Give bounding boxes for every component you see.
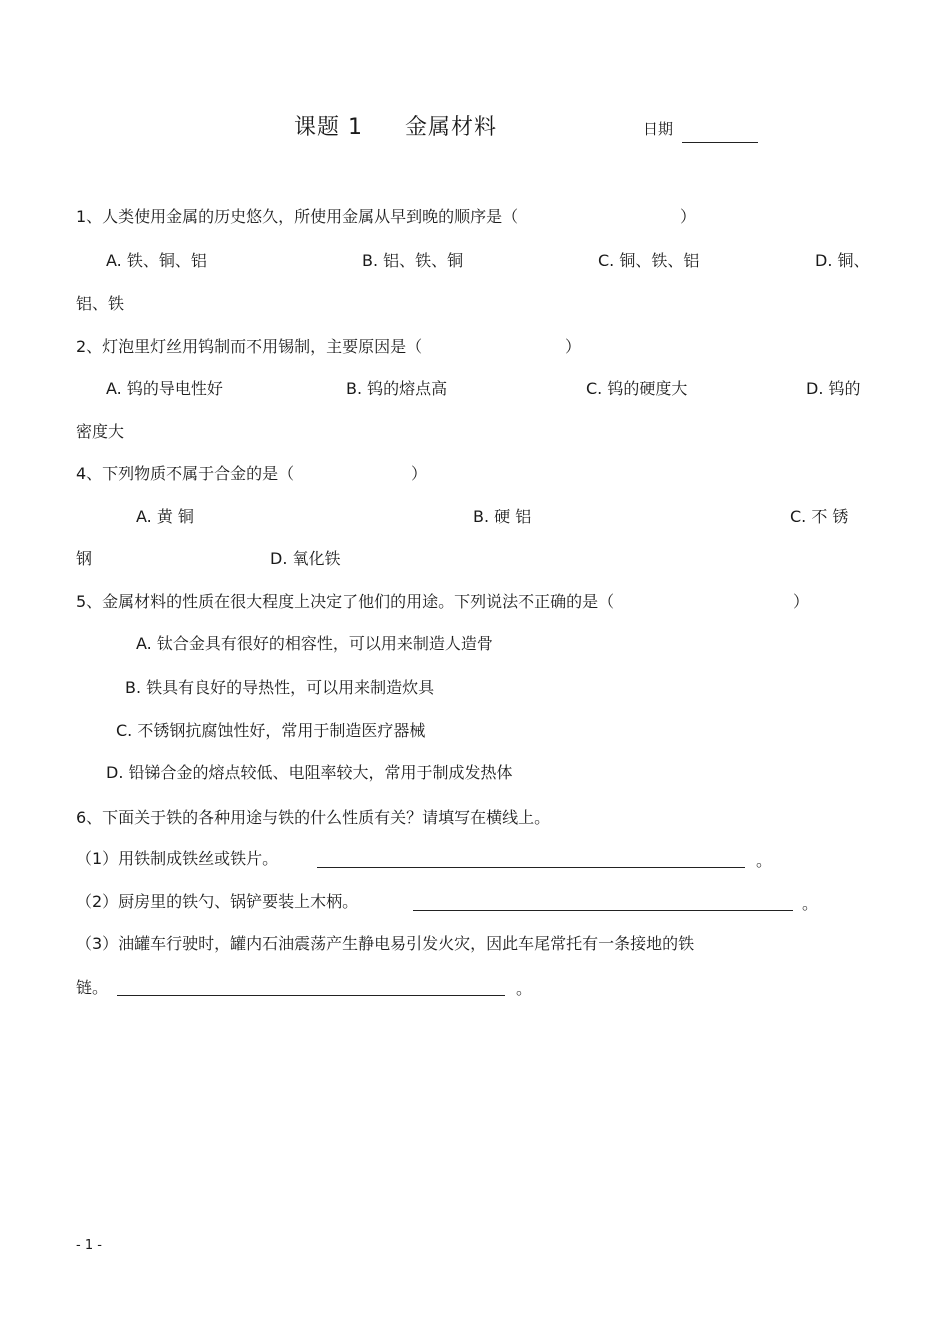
question-5-stem: 5、金属材料的性质在很大程度上决定了他们的用途。下列说法不正确的是（	[76, 592, 615, 611]
question-5-option-a[interactable]: A. 钛合金具有很好的相容性，可以用来制造人造骨	[136, 634, 493, 653]
question-2-stem: 2、灯泡里灯丝用钨制而不用锡制，主要原因是（	[76, 337, 423, 356]
question-2-paren-close: ）	[565, 337, 582, 356]
question-6-item-1-answer-blank[interactable]	[317, 867, 745, 868]
question-6-item-2-period: 。	[802, 894, 819, 913]
question-1-paren-close: ）	[680, 207, 697, 226]
question-6-item-3-cont: 链。	[76, 978, 109, 997]
question-1-stem: 1、人类使用金属的历史悠久，所使用金属从早到晚的顺序是（	[76, 207, 519, 226]
question-1-option-d-cont: 铝、铁	[76, 294, 125, 313]
question-1-option-a[interactable]: A. 铁、铜、铝	[106, 251, 207, 270]
question-6-stem: 6、下面关于铁的各种用途与铁的什么性质有关？请填写在横线上。	[76, 808, 551, 827]
question-5-paren-close: ）	[793, 592, 810, 611]
question-1-option-c[interactable]: C. 铜、铁、铝	[598, 251, 700, 270]
question-6-item-1: （1）用铁制成铁丝或铁片。	[76, 849, 279, 868]
question-6-item-3: （3）油罐车行驶时，罐内石油震荡产生静电易引发火灾，因此车尾常托有一条接地的铁	[76, 934, 695, 953]
question-4-option-c[interactable]: C. 不 锈	[790, 507, 849, 526]
date-label: 日期	[643, 120, 674, 138]
question-2-option-d[interactable]: D. 钨的	[806, 379, 861, 398]
question-6-item-2: （2）厨房里的铁勺、锅铲要装上木柄。	[76, 892, 359, 911]
question-4-option-a[interactable]: A. 黄 铜	[136, 507, 194, 526]
question-4-stem: 4、下列物质不属于合金的是（	[76, 464, 295, 483]
question-5-option-b[interactable]: B. 铁具有良好的导热性，可以用来制造炊具	[125, 678, 435, 697]
page-title: 金属材料	[405, 115, 498, 140]
page-number: - 1 -	[76, 1238, 102, 1253]
question-2-option-b[interactable]: B. 钨的熔点高	[346, 379, 448, 398]
question-2-option-c[interactable]: C. 钨的硬度大	[586, 379, 688, 398]
question-4-option-d[interactable]: D. 氧化铁	[270, 549, 341, 568]
page-title-prefix: 课题 1	[294, 115, 363, 140]
question-1-option-b[interactable]: B. 铝、铁、铜	[362, 251, 464, 270]
question-4-option-c-cont: 钢	[76, 549, 93, 568]
question-2-option-a[interactable]: A. 钨的导电性好	[106, 379, 223, 398]
question-6-item-3-period: 。	[516, 979, 533, 998]
question-5-option-c[interactable]: C. 不锈钢抗腐蚀性好，常用于制造医疗器械	[116, 721, 426, 740]
question-1-option-d[interactable]: D. 铜、	[815, 251, 870, 270]
question-4-paren-close: ）	[411, 464, 428, 483]
question-6-item-3-answer-blank[interactable]	[117, 995, 505, 996]
question-2-option-d-cont: 密度大	[76, 422, 125, 441]
question-4-option-b[interactable]: B. 硬 铝	[473, 507, 532, 526]
question-6-item-2-answer-blank[interactable]	[413, 910, 793, 911]
date-blank[interactable]	[682, 142, 758, 143]
question-5-option-d[interactable]: D. 铅锑合金的熔点较低、电阻率较大，常用于制成发热体	[106, 763, 513, 782]
question-6-item-1-period: 。	[756, 851, 773, 870]
